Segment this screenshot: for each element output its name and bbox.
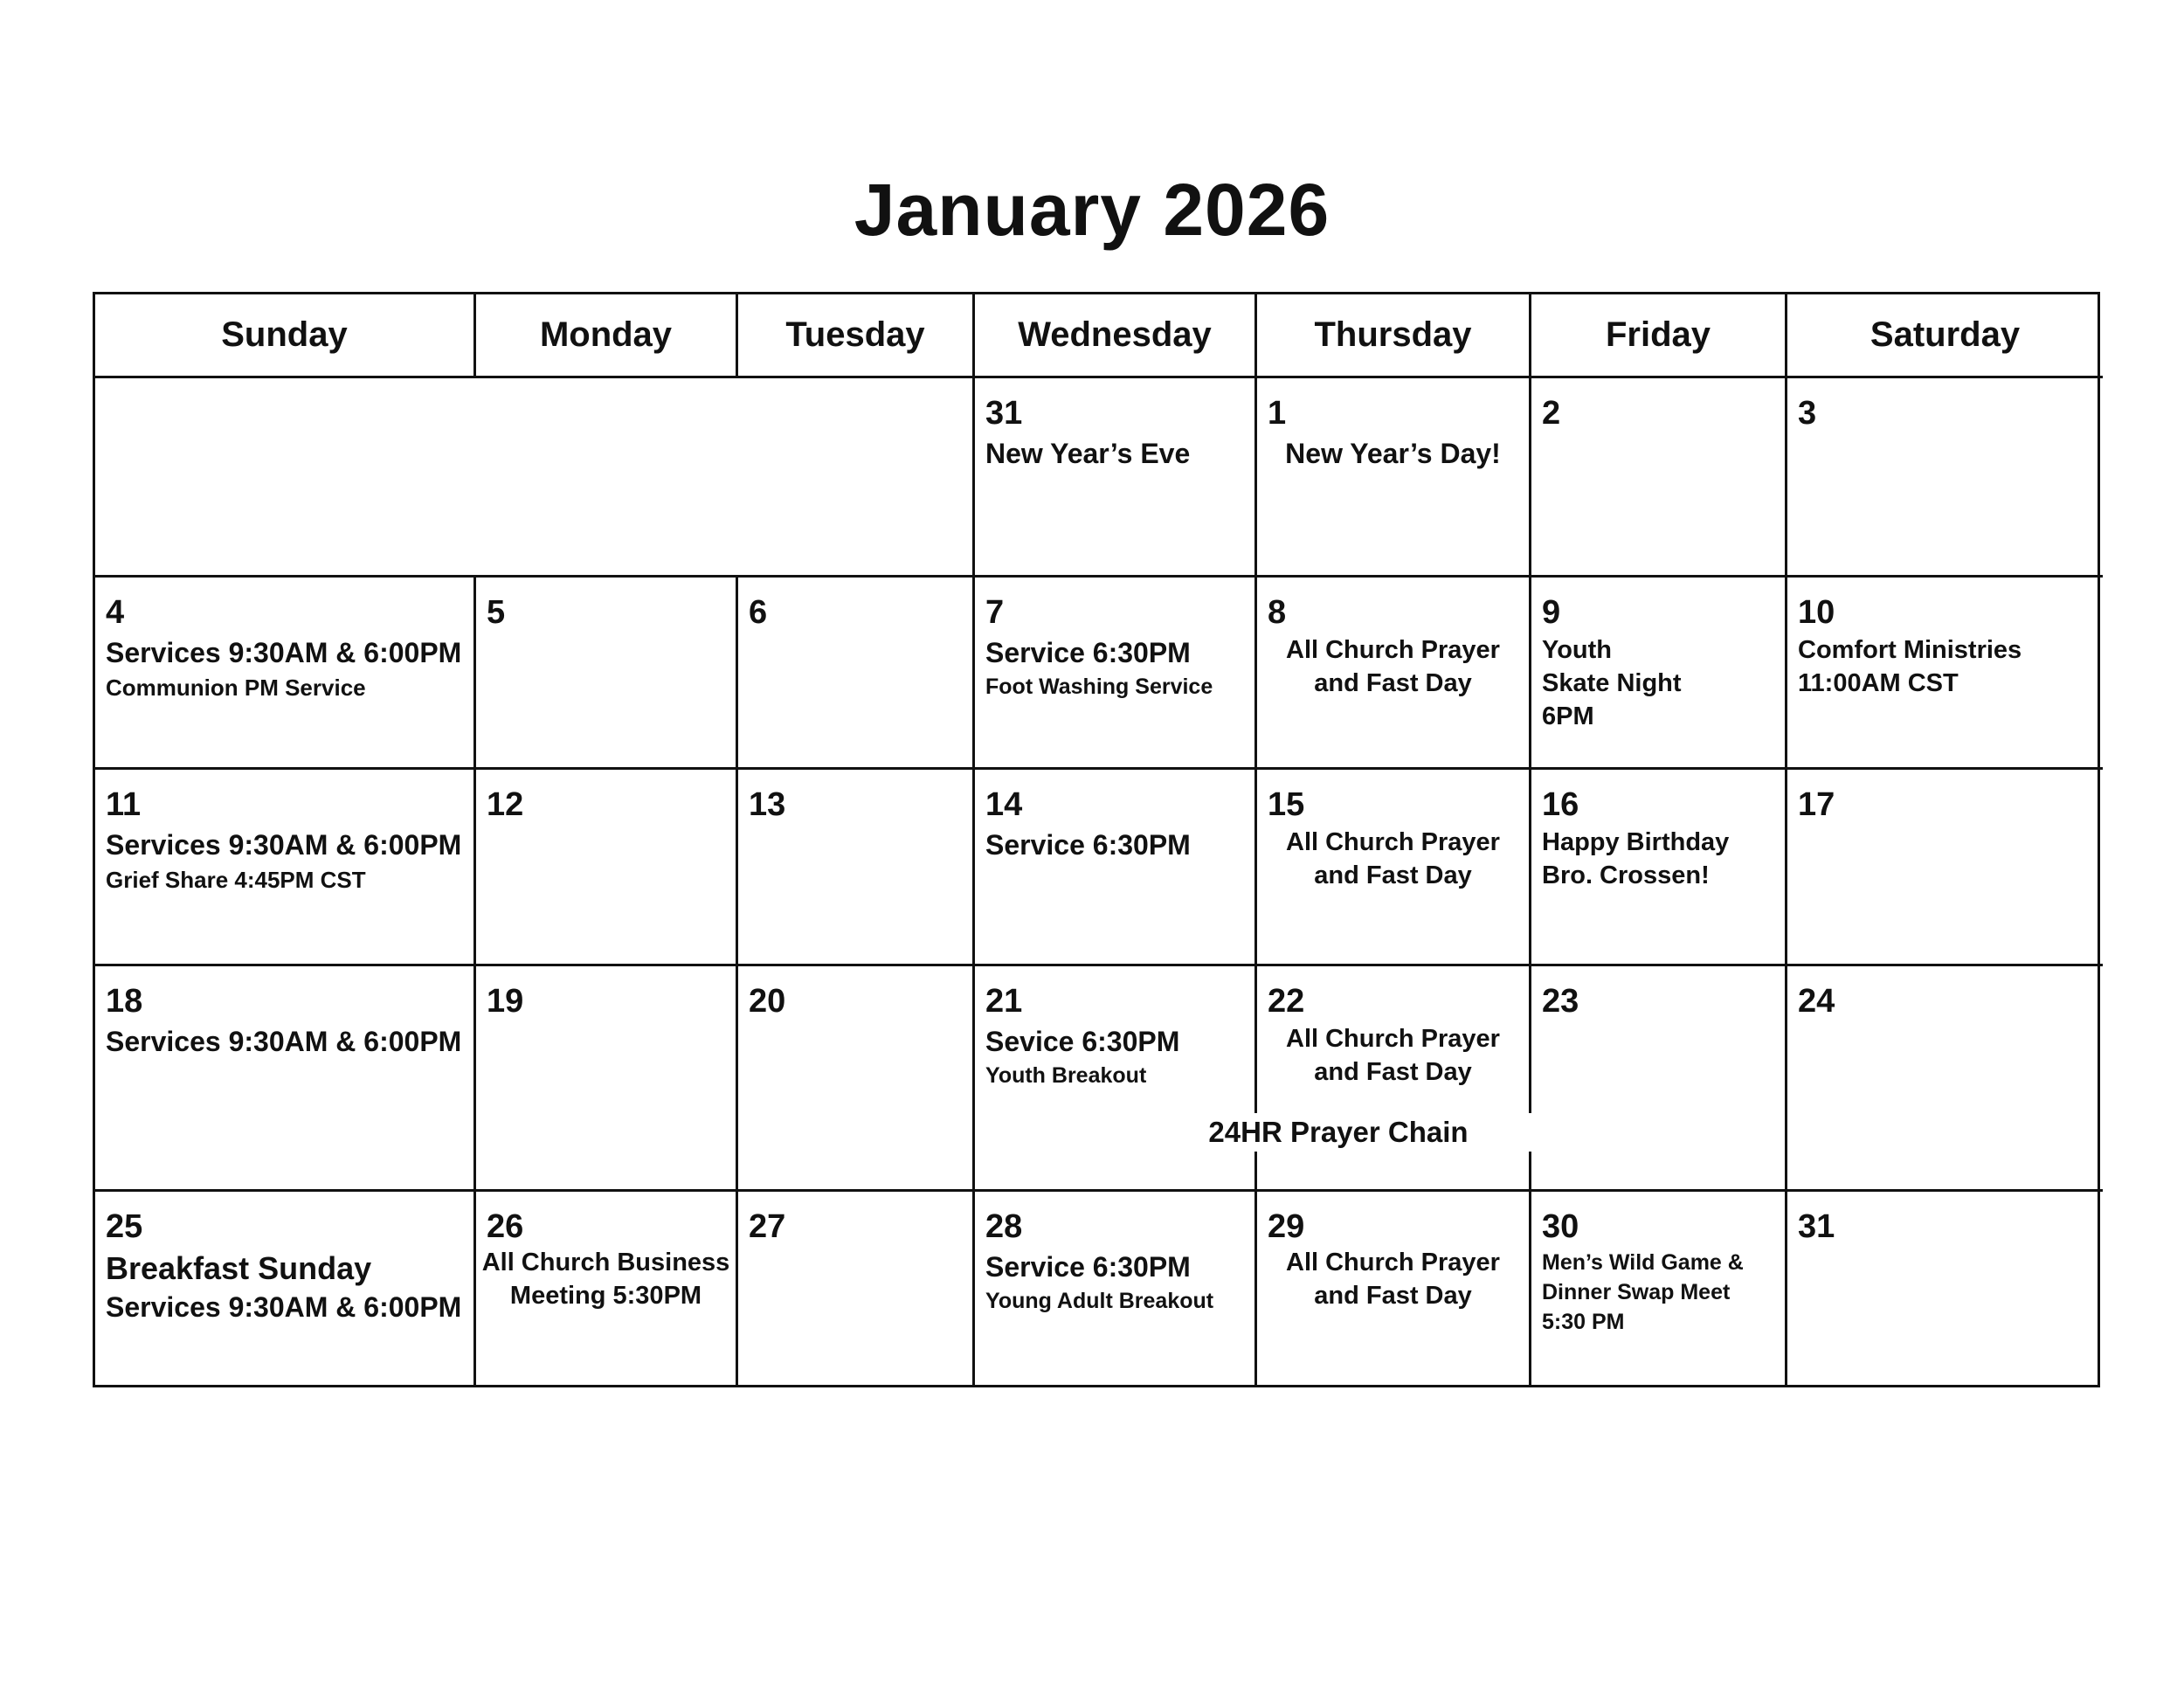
event-text: Service 6:30PM — [985, 637, 1191, 668]
day-cell — [476, 1192, 738, 1385]
event-text: New Year’s Eve — [985, 438, 1191, 469]
day-cell — [476, 770, 738, 966]
event-text: Happy Birthday — [1542, 828, 1730, 856]
day-number: 18 — [106, 983, 143, 1020]
event-text: Skate Night — [1542, 669, 1682, 697]
day-cell — [1257, 770, 1531, 966]
event-text: Grief Share 4:45PM CST — [106, 867, 366, 893]
day-number: 27 — [749, 1208, 786, 1245]
week-row — [95, 378, 2098, 578]
day-number: 14 — [985, 786, 1023, 823]
day-cell — [476, 966, 738, 1192]
day-cell — [1257, 966, 1531, 1192]
day-cell — [738, 770, 975, 966]
calendar-title: January 2026 — [854, 169, 1330, 251]
event-text: 6PM — [1542, 702, 1594, 730]
day-cell — [975, 1192, 1257, 1385]
weekday-header: Wednesday — [975, 294, 1257, 378]
weekday-header: Tuesday — [738, 294, 975, 378]
event-text: Services 9:30AM & 6:00PM — [106, 1026, 462, 1057]
weekday-header: Monday — [476, 294, 738, 378]
day-cell — [738, 966, 975, 1192]
event-text: 11:00AM CST — [1798, 669, 1959, 697]
day-number: 20 — [749, 983, 786, 1020]
event-text: All Church Business — [481, 1249, 730, 1276]
day-cell — [1787, 966, 2103, 1192]
day-cell — [1787, 578, 2103, 770]
day-number: 9 — [1542, 594, 1561, 631]
day-number: 23 — [1542, 983, 1579, 1020]
day-number: 3 — [1798, 395, 1817, 432]
event-text: and Fast Day — [1314, 669, 1472, 697]
day-number: 22 — [1268, 983, 1305, 1020]
weekday-header: Sunday — [95, 294, 476, 378]
week-row — [95, 966, 2098, 1192]
day-number: 29 — [1268, 1208, 1305, 1245]
day-cell — [1257, 578, 1531, 770]
event-text: All Church Prayer — [1286, 636, 1500, 664]
day-number: 11 — [106, 786, 142, 823]
day-cell — [1531, 378, 1787, 578]
day-number: 31 — [1798, 1208, 1835, 1245]
day-number: 1 — [1268, 395, 1287, 432]
event-text: All Church Prayer — [1286, 1025, 1500, 1053]
day-number: 5 — [487, 594, 506, 631]
day-number: 2 — [1542, 395, 1561, 432]
day-cell — [1531, 966, 1787, 1192]
event-text: Communion PM Service — [106, 675, 366, 701]
empty-days-cell — [95, 378, 975, 578]
day-cell — [95, 770, 476, 966]
event-text: Service 6:30PM — [985, 1251, 1191, 1283]
weekday-header: Friday — [1531, 294, 1787, 378]
day-cell — [1787, 1192, 2103, 1385]
event-text: and Fast Day — [1314, 861, 1472, 889]
day-cell — [1257, 1192, 1531, 1385]
day-cell — [1787, 770, 2103, 966]
day-cell — [95, 578, 476, 770]
day-cell — [1787, 378, 2103, 578]
day-number: 4 — [106, 594, 125, 631]
event-text: Services 9:30AM & 6:00PM — [106, 637, 462, 668]
day-cell — [738, 578, 975, 770]
day-cell — [738, 1192, 975, 1385]
weekday-header: Saturday — [1787, 294, 2103, 378]
event-text: Comfort Ministries — [1798, 636, 2022, 664]
event-text: Young Adult Breakout — [985, 1289, 1214, 1313]
day-number: 7 — [985, 594, 1005, 631]
day-cell — [476, 578, 738, 770]
calendar-grid — [93, 292, 2100, 1387]
event-text: Foot Washing Service — [985, 675, 1213, 699]
day-number: 15 — [1268, 786, 1305, 823]
event-text: and Fast Day — [1314, 1058, 1472, 1086]
day-cell — [1257, 378, 1531, 578]
event-text: 5:30 PM — [1542, 1310, 1625, 1334]
event-text: Sevice 6:30PM — [985, 1026, 1180, 1057]
event-text: Services 9:30AM & 6:00PM — [106, 829, 462, 861]
day-number: 28 — [985, 1208, 1023, 1245]
day-cell — [1531, 1192, 1787, 1385]
weekday-header-row — [95, 294, 2098, 378]
day-cell — [975, 966, 1257, 1192]
day-cell — [95, 966, 476, 1192]
event-text: New Year’s Day! — [1285, 438, 1501, 469]
event-text: and Fast Day — [1314, 1282, 1472, 1310]
event-text: All Church Prayer — [1286, 828, 1500, 856]
day-cell — [975, 378, 1257, 578]
day-number: 10 — [1798, 594, 1835, 631]
day-cell — [1531, 770, 1787, 966]
day-number: 12 — [487, 786, 524, 823]
day-cell — [975, 770, 1257, 966]
event-text: Youth — [1542, 636, 1612, 664]
prayer-chain-banner: 24HR Prayer Chain — [1144, 1113, 1533, 1152]
day-number: 6 — [749, 594, 768, 631]
week-row — [95, 578, 2098, 770]
day-number: 21 — [985, 983, 1023, 1020]
event-text: Dinner Swap Meet — [1542, 1280, 1731, 1304]
day-cell — [95, 1192, 476, 1385]
day-number: 24 — [1798, 983, 1835, 1020]
weekday-header: Thursday — [1257, 294, 1531, 378]
event-text: Meeting 5:30PM — [509, 1282, 702, 1310]
day-cell — [975, 578, 1257, 770]
event-text: Breakfast Sunday — [106, 1250, 372, 1286]
event-text: Youth Breakout — [985, 1063, 1147, 1088]
day-number: 16 — [1542, 786, 1579, 823]
day-number: 25 — [106, 1208, 143, 1245]
event-text: Bro. Crossen! — [1542, 861, 1710, 889]
day-number: 19 — [487, 983, 524, 1020]
day-number: 26 — [487, 1208, 524, 1245]
day-number: 8 — [1268, 594, 1287, 631]
day-cell — [1531, 578, 1787, 770]
event-text: Service 6:30PM — [985, 829, 1191, 861]
week-row — [95, 1192, 2098, 1385]
day-number: 17 — [1798, 786, 1835, 823]
event-text: Men’s Wild Game & — [1542, 1250, 1744, 1275]
week-row — [95, 770, 2098, 966]
day-number: 30 — [1542, 1208, 1579, 1245]
event-text: Services 9:30AM & 6:00PM — [106, 1291, 462, 1323]
day-number: 31 — [985, 395, 1023, 432]
day-number: 13 — [749, 786, 786, 823]
event-text: All Church Prayer — [1286, 1249, 1500, 1276]
